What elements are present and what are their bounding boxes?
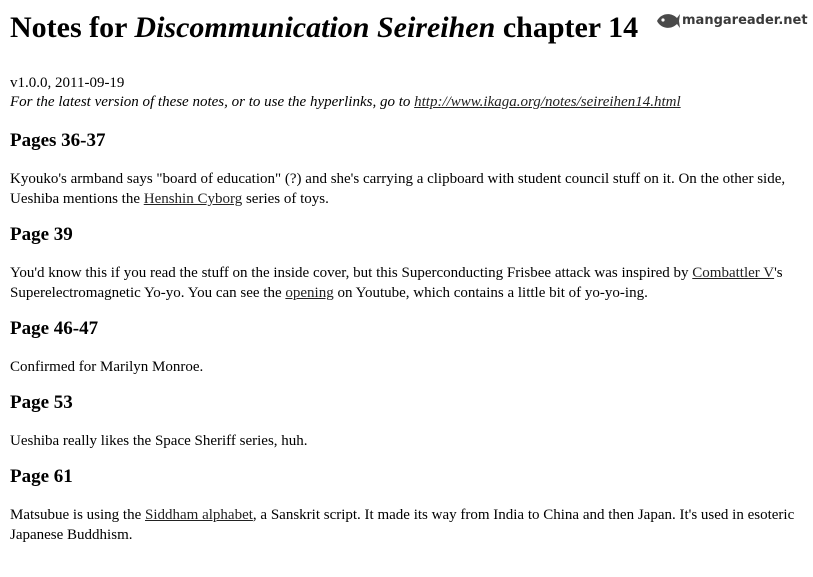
paragraph-text: on Youtube, which contains a little bit of yo-yo-ing. [333, 285, 648, 301]
opening-link[interactable]: opening [285, 285, 334, 301]
combattler-v-link[interactable]: Combattler V [692, 265, 775, 281]
section-heading: Page 53 [10, 392, 73, 413]
paragraph-text: series of toys. [242, 191, 329, 207]
paragraph-text: 's Superelectromagnetic Yo-yo. You can see the [10, 265, 783, 301]
section-paragraph [10, 505, 805, 545]
title-suffix: chapter 14 [495, 11, 639, 44]
title-work: Discommunication Seireihen [134, 11, 496, 44]
section-heading: Page 39 [10, 224, 73, 245]
section-paragraph [10, 169, 805, 209]
paragraph-text: Matsubue is using the [10, 507, 145, 523]
section-heading: Page 46-47 [10, 318, 99, 339]
section-paragraph: Ueshiba really likes the Space Sheriff series, huh. [10, 433, 308, 449]
paragraph-text: , a Sanskrit script. It made its way from India to China and then Japan. It's used in esoteric Japanese Buddhism. [10, 507, 795, 543]
section-page-46-47 [10, 317, 805, 377]
version-line: v1.0.0, 2011-09-19 [10, 75, 125, 91]
section-page-53 [10, 391, 805, 451]
section-page-39 [10, 223, 805, 303]
page-title [10, 10, 805, 46]
document [10, 0, 805, 545]
section-page-61 [10, 465, 805, 545]
siddham-alphabet-link[interactable]: Siddham alphabet [145, 507, 253, 523]
paragraph-text: You'd know this if you read the stuff on the inside cover, but this Superconducting Frisbee attack was inspired by [10, 265, 693, 281]
section-paragraph [10, 263, 805, 303]
title-prefix: Notes for [10, 11, 135, 44]
section-pages-36-37 [10, 129, 805, 209]
watermark-text: mangareader.net [682, 12, 808, 28]
section-paragraph: Confirmed for Marilyn Monroe. [10, 359, 204, 375]
version-info [10, 74, 805, 112]
henshin-cyborg-link[interactable]: Henshin Cyborg [143, 191, 243, 207]
section-heading: Page 61 [10, 466, 73, 487]
paragraph-text: Kyouko's armband says "board of education" (?) and she's carrying a clipboard with student council stuff on it. On the other side, Ueshiba mentions the [10, 171, 786, 207]
notes-url-link[interactable]: http://www.ikaga.org/notes/seireihen14.html [414, 94, 681, 110]
section-heading: Pages 36-37 [10, 130, 106, 151]
note-text: For the latest version of these notes, or to use the hyperlinks, go to [10, 94, 415, 110]
latest-version-note [10, 93, 805, 112]
